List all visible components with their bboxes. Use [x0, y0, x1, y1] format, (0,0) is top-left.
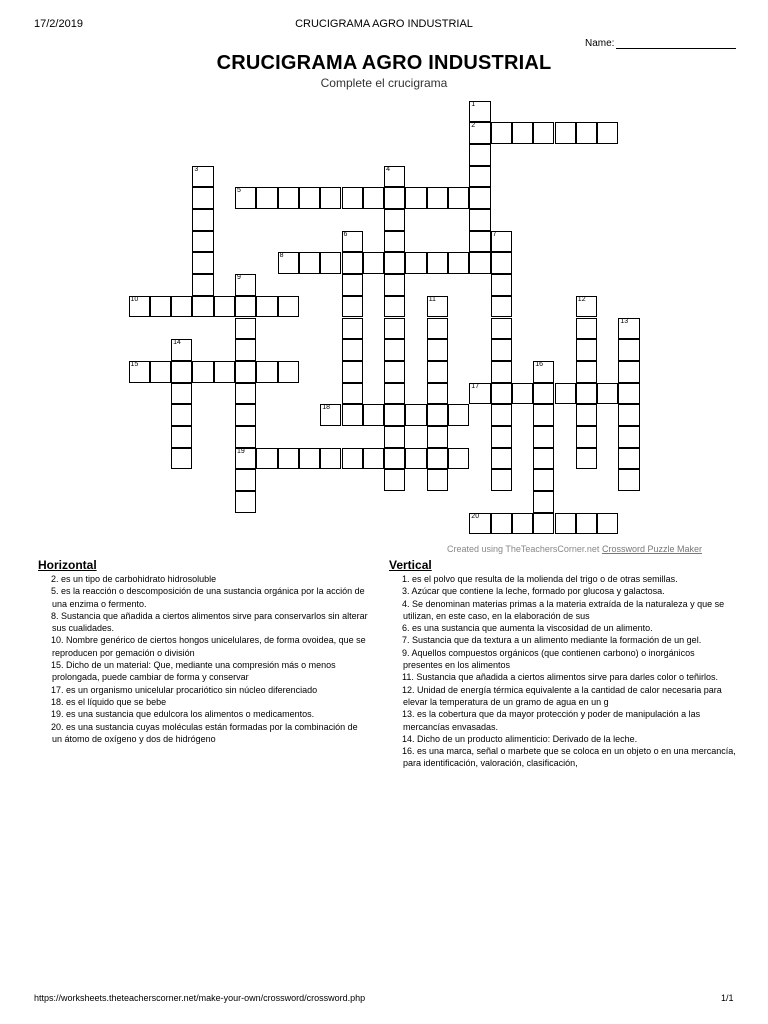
crossword-cell[interactable]	[491, 404, 512, 426]
crossword-cell[interactable]	[427, 469, 448, 491]
crossword-cell[interactable]	[469, 101, 490, 123]
crossword-cell[interactable]	[555, 513, 576, 535]
crossword-cell[interactable]	[384, 339, 405, 361]
crossword-cell[interactable]	[618, 361, 639, 383]
crossword-cell[interactable]	[491, 122, 512, 144]
crossword-cell[interactable]	[171, 339, 192, 361]
crossword-cell[interactable]	[256, 448, 277, 470]
clue-v: 16. es una marca, señal o marbete que se coloca en un objeto o en una mercancía, para identificación, valoración, clasificación,	[402, 746, 736, 769]
crossword-cell[interactable]	[405, 187, 426, 209]
clue-v: 6. es una sustancia que aumenta la viscosidad de un alimento.	[402, 623, 653, 634]
crossword-cell[interactable]	[384, 231, 405, 253]
clue-number: 18	[322, 404, 330, 412]
crossword-cell[interactable]	[491, 361, 512, 383]
crossword-cell[interactable]	[363, 187, 384, 209]
clue-v: 11. Sustancia que añadida a ciertos alimentos sirve para darles color o teñirlos.	[402, 672, 719, 683]
clue-v: 4. Se denominan materias primas a la materia extraída de la naturaleza y que se utilizan, en este caso, en la elaboración de sus	[402, 598, 725, 621]
crossword-cell[interactable]	[320, 187, 341, 209]
crossword-cell[interactable]	[576, 426, 597, 448]
crossword-cell[interactable]	[342, 448, 363, 470]
crossword-cell[interactable]	[214, 296, 235, 318]
crossword-cell[interactable]	[597, 513, 618, 535]
crossword-cell[interactable]	[342, 361, 363, 383]
crossword-cell[interactable]	[491, 231, 512, 253]
crossword-cell[interactable]	[171, 426, 192, 448]
crossword-cell[interactable]	[618, 383, 639, 405]
crossword-cell[interactable]	[618, 318, 639, 340]
crossword-cell[interactable]	[384, 448, 405, 470]
crossword-cell[interactable]	[256, 187, 277, 209]
crossword-cell[interactable]	[342, 296, 363, 318]
crossword-cell[interactable]	[320, 252, 341, 274]
crossword-cell[interactable]	[320, 404, 341, 426]
crossword-cell[interactable]	[384, 166, 405, 188]
crossword-cell[interactable]	[576, 383, 597, 405]
crossword-cell[interactable]	[342, 231, 363, 253]
crossword-cell[interactable]	[469, 122, 490, 144]
crossword-cell[interactable]	[597, 383, 618, 405]
clue-v: 3. Azúcar que contiene la leche, formado por glucosa y galactosa.	[402, 586, 665, 597]
crossword-cell[interactable]	[512, 122, 533, 144]
crossword-cell[interactable]	[235, 469, 256, 491]
crossword-cell[interactable]	[256, 361, 277, 383]
crossword-cell[interactable]	[469, 383, 490, 405]
crossword-cell[interactable]	[384, 404, 405, 426]
clue-v: 13. es la cobertura que da mayor protección y poder de manipulación a las mercancías envasadas.	[402, 709, 701, 732]
clue-number: 16	[535, 360, 543, 368]
crossword-cell[interactable]	[555, 122, 576, 144]
crossword-cell[interactable]	[192, 361, 213, 383]
crossword-cell[interactable]	[576, 404, 597, 426]
vertical-clues	[391, 573, 736, 770]
crossword-cell[interactable]	[427, 187, 448, 209]
crossword-cell[interactable]	[235, 404, 256, 426]
footer-page-number: 1/1	[721, 993, 734, 1003]
clue-h: 17. es un organismo unicelular procariótico sin núcleo diferenciado	[51, 684, 318, 695]
crossword-cell[interactable]	[533, 404, 554, 426]
crossword-cell[interactable]	[384, 187, 405, 209]
crossword-cell[interactable]	[448, 187, 469, 209]
crossword-cell[interactable]	[171, 404, 192, 426]
crossword-cell[interactable]	[384, 469, 405, 491]
crossword-cell[interactable]	[427, 404, 448, 426]
crossword-cell[interactable]	[342, 318, 363, 340]
clue-number: 10	[130, 295, 139, 303]
crossword-cell[interactable]	[576, 361, 597, 383]
horizontal-clues	[40, 573, 370, 745]
crossword-cell[interactable]	[384, 296, 405, 318]
crossword-cell[interactable]	[469, 252, 490, 274]
clue-number: 20	[471, 512, 480, 520]
crossword-cell[interactable]	[491, 318, 512, 340]
clue-number: 1	[471, 100, 476, 108]
crossword-cell[interactable]	[256, 296, 277, 318]
crossword-cell[interactable]	[214, 361, 235, 383]
print-date: 17/2/2019	[34, 18, 83, 30]
crossword-cell[interactable]	[469, 513, 490, 535]
print-header-title: CRUCIGRAMA AGRO INDUSTRIAL	[295, 18, 473, 30]
clue-number: 7	[492, 230, 497, 238]
crossword-cell[interactable]	[469, 187, 490, 209]
crossword-cell[interactable]	[405, 252, 426, 274]
crossword-cell[interactable]	[192, 231, 213, 253]
crossword-cell[interactable]	[235, 426, 256, 448]
clue-h: 20. es una sustancia cuyas moléculas están formadas por la combinación de un átomo de oxígeno y dos de hidrógeno	[51, 721, 358, 744]
crossword-cell[interactable]	[299, 252, 320, 274]
clue-h: 5. es la reacción o descomposición de una sustancia orgánica por la acción de una enzima o fermento.	[51, 586, 365, 609]
crossword-cell[interactable]	[363, 404, 384, 426]
footer-url: https://worksheets.theteacherscorner.net/make-your-own/crossword/crossword.php	[34, 993, 366, 1003]
crossword-cell[interactable]	[342, 339, 363, 361]
crossword-cell[interactable]	[618, 404, 639, 426]
name-label: Name:	[585, 38, 615, 49]
crossword-cell[interactable]	[171, 448, 192, 470]
clue-number: 9	[237, 274, 241, 282]
crossword-cell[interactable]	[576, 513, 597, 535]
crossword-cell[interactable]	[491, 383, 512, 405]
crossword-cell[interactable]	[278, 361, 299, 383]
crossword-cell[interactable]	[491, 469, 512, 491]
crossword-cell[interactable]	[384, 383, 405, 405]
crossword-cell[interactable]	[342, 252, 363, 274]
clue-v: 1. es el polvo que resulta de la molienda del trigo o de otras semillas.	[402, 574, 678, 584]
crossword-cell[interactable]	[427, 426, 448, 448]
clue-number: 3	[194, 165, 199, 173]
crossword-cell[interactable]	[576, 296, 597, 318]
crossword-cell[interactable]	[384, 318, 405, 340]
crossword-cell[interactable]	[427, 448, 448, 470]
clue-h: 19. es una sustancia que edulcora los alimentos o medicamentos.	[51, 709, 315, 720]
crossword-cell[interactable]	[491, 274, 512, 296]
crossword-cell[interactable]	[533, 361, 554, 383]
crossword-cell[interactable]	[533, 513, 554, 535]
crossword-cell[interactable]	[278, 448, 299, 470]
crossword-cell[interactable]	[533, 448, 554, 470]
credit-link[interactable]: Crossword Puzzle Maker	[601, 544, 702, 554]
clue-number: 2	[471, 122, 476, 130]
clue-number: 14	[173, 339, 181, 347]
crossword-cell[interactable]	[448, 404, 469, 426]
crossword-cell[interactable]	[150, 296, 171, 318]
clue-number: 19	[237, 447, 245, 455]
clue-h: 10. Nombre genérico de ciertos hongos unicelulares, de forma ovoidea, que se reproducen por gemación o división	[51, 635, 366, 658]
crossword-cell[interactable]	[235, 318, 256, 340]
crossword-cell[interactable]	[533, 426, 554, 448]
crossword-cell[interactable]	[576, 339, 597, 361]
clue-number: 13	[620, 317, 629, 325]
crossword-cell[interactable]	[363, 252, 384, 274]
clue-number: 11	[428, 295, 436, 303]
crossword-cell[interactable]	[192, 209, 213, 231]
crossword-cell[interactable]	[192, 187, 213, 209]
crossword-cell[interactable]	[427, 252, 448, 274]
crossword-cell[interactable]	[427, 318, 448, 340]
crossword-cell[interactable]	[469, 231, 490, 253]
crossword-cell[interactable]	[618, 339, 639, 361]
crossword-cell[interactable]	[299, 187, 320, 209]
crossword-cell[interactable]	[299, 448, 320, 470]
crossword-cell[interactable]	[448, 252, 469, 274]
crossword-cell[interactable]	[384, 426, 405, 448]
crossword-cell[interactable]	[384, 252, 405, 274]
clue-number: 6	[343, 230, 348, 238]
crossword-cell[interactable]	[129, 296, 150, 318]
crossword-cell[interactable]	[129, 361, 150, 383]
clue-number: 8	[279, 252, 284, 260]
crossword-cell[interactable]	[533, 469, 554, 491]
crossword-cell[interactable]	[171, 383, 192, 405]
clue-v: 12. Unidad de energía térmica equivalente a la cantidad de calor necesaria para elevar la temperatura de un gramo de agua en un g	[402, 684, 722, 707]
crossword-cell[interactable]	[278, 187, 299, 209]
crossword-cell[interactable]	[618, 426, 639, 448]
crossword-cell[interactable]	[235, 339, 256, 361]
crossword-cell[interactable]	[491, 252, 512, 274]
crossword-cell[interactable]	[469, 144, 490, 166]
crossword-cell[interactable]	[235, 361, 256, 383]
crossword-cell[interactable]	[512, 513, 533, 535]
clue-number: 5	[237, 187, 241, 195]
crossword-cell[interactable]	[491, 339, 512, 361]
crossword-cell[interactable]	[533, 383, 554, 405]
crossword-cell[interactable]	[235, 296, 256, 318]
crossword-cell[interactable]	[427, 383, 448, 405]
crossword-cell[interactable]	[427, 361, 448, 383]
crossword-cell[interactable]	[427, 339, 448, 361]
crossword-cell[interactable]	[278, 252, 299, 274]
crossword-cell[interactable]	[192, 296, 213, 318]
clue-number: 17	[471, 382, 480, 390]
crossword-cell[interactable]	[491, 448, 512, 470]
crossword-cell[interactable]	[278, 296, 299, 318]
page-title: CRUCIGRAMA AGRO INDUSTRIAL	[216, 52, 552, 74]
crossword-cell[interactable]	[618, 469, 639, 491]
crossword-cell[interactable]	[235, 187, 256, 209]
crossword-cell[interactable]	[150, 361, 171, 383]
crossword-cell[interactable]	[342, 274, 363, 296]
crossword-cell[interactable]	[469, 209, 490, 231]
crossword-cell[interactable]	[342, 383, 363, 405]
crossword-cell[interactable]	[491, 513, 512, 535]
vertical-heading: Vertical	[389, 558, 432, 572]
crossword-cell[interactable]	[192, 274, 213, 296]
crossword-cell[interactable]	[576, 448, 597, 470]
crossword-cell[interactable]	[342, 404, 363, 426]
crossword-cell[interactable]	[192, 166, 213, 188]
clue-v: 7. Sustancia que da textura a un alimento mediante la formación de un gel.	[402, 635, 702, 646]
crossword-cell[interactable]	[235, 448, 256, 470]
horizontal-heading: Horizontal	[38, 558, 97, 572]
clue-number: 15	[130, 360, 139, 368]
crossword-cell[interactable]	[171, 361, 192, 383]
page-subtitle: Complete el crucigrama	[320, 76, 448, 90]
crossword-cell[interactable]	[618, 448, 639, 470]
crossword-cell[interactable]	[533, 491, 554, 513]
crossword-cell[interactable]	[512, 383, 533, 405]
clue-v: 9. Aquellos compuestos orgánicos (que contienen carbono) o inorgánicos presentes en los alimentos	[402, 647, 695, 671]
crossword-cell[interactable]	[384, 274, 405, 296]
crossword-cell[interactable]	[533, 122, 554, 144]
credit-text: Created using TheTeachersCorner.net	[447, 544, 600, 554]
crossword-cell[interactable]	[405, 404, 426, 426]
crossword-cell[interactable]	[469, 166, 490, 188]
crossword-cell[interactable]	[342, 187, 363, 209]
crossword-cell[interactable]	[235, 274, 256, 296]
clue-h: 8. Sustancia que añadida a ciertos alimentos sirve para conservarlos sin alterar sus cualidades.	[51, 610, 368, 634]
crossword-cell[interactable]	[171, 296, 192, 318]
crossword-cell[interactable]	[384, 361, 405, 383]
crossword-cell[interactable]	[491, 426, 512, 448]
crossword-cell[interactable]	[448, 448, 469, 470]
crossword-cell[interactable]	[555, 383, 576, 405]
crossword-cell[interactable]	[576, 122, 597, 144]
crossword-cell[interactable]	[320, 448, 341, 470]
crossword-cell[interactable]	[427, 296, 448, 318]
clue-h: 15. Dicho de un material: Que, mediante una compresión más o menos prolongada, puede cambiar de forma y conservar	[51, 660, 336, 683]
crossword-cell[interactable]	[363, 448, 384, 470]
credit	[447, 544, 702, 554]
crossword-cell[interactable]	[597, 122, 618, 144]
crossword-cell[interactable]	[405, 448, 426, 470]
crossword-cell[interactable]	[491, 296, 512, 318]
crossword-cell[interactable]	[384, 209, 405, 231]
clue-number: 4	[386, 165, 390, 173]
crossword-cell[interactable]	[235, 491, 256, 513]
clue-v: 14. Dicho de un producto alimenticio: Derivado de la leche.	[402, 733, 638, 744]
clue-h: 18. es el líquido que se bebe	[51, 696, 167, 707]
crossword-cell[interactable]	[192, 252, 213, 274]
crossword-cell[interactable]	[576, 318, 597, 340]
clue-number: 12	[577, 295, 586, 303]
clue-h: 2. es un tipo de carbohidrato hidrosoluble	[51, 574, 217, 584]
crossword-cell[interactable]	[235, 383, 256, 405]
